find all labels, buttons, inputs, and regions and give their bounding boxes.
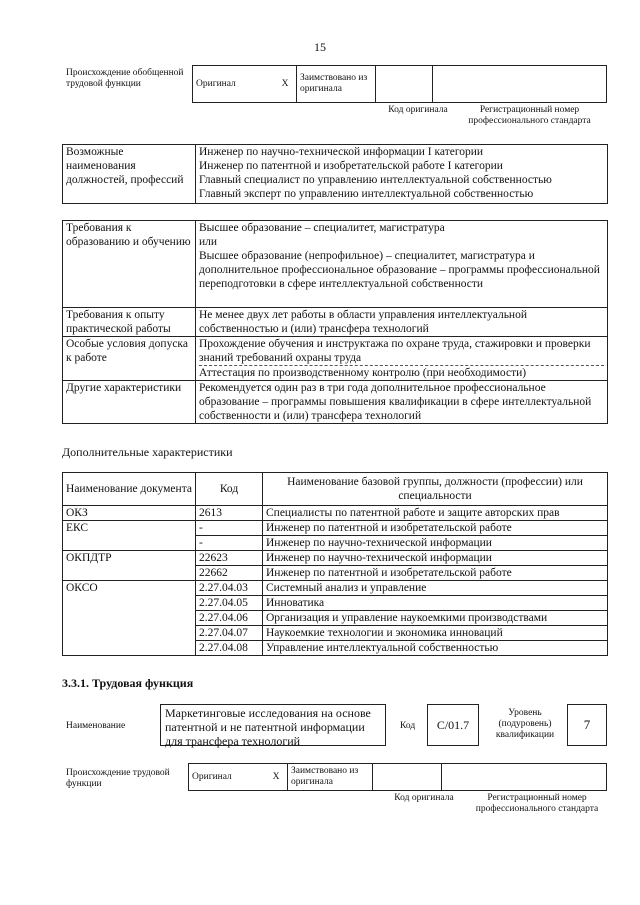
row-doc	[63, 566, 196, 581]
positions-list	[196, 145, 608, 204]
row-doc	[63, 536, 196, 551]
code-label: Код	[400, 721, 416, 731]
code-original-caption: Код оригинала	[394, 793, 454, 803]
code-original-cell	[376, 66, 433, 103]
code-original-caption: Код оригинала	[388, 105, 448, 115]
req-admission-value	[196, 337, 608, 381]
req-line: Высшее образование – специалитет, магистратура	[199, 222, 445, 234]
req-line: Аттестация по производственному контролю (при необходимости)	[199, 365, 604, 380]
position-item: Инженер по научно-технической информации I категории	[199, 146, 484, 158]
req-other-value: Рекомендуется один раз в три года дополнительное профессиональное образование – программы повышения квалификации в сфере интеллектуальной собственности и (или) трансфера технологий	[196, 381, 608, 424]
row-doc: ОКПДТР	[63, 551, 196, 566]
header-doc: Наименование документа	[63, 473, 196, 506]
row-doc: ОКЗ	[63, 506, 196, 521]
row-code: 2.27.04.06	[196, 611, 263, 626]
row-name: Управление интеллектуальной собственностью	[263, 641, 608, 656]
extra-table	[62, 472, 608, 656]
name-label: Наименование	[66, 721, 126, 731]
borrowed-cell: Заимствовано из оригинала	[297, 66, 376, 103]
requirements-table	[62, 220, 608, 424]
req-experience-value: Не менее двух лет работы в области управления интеллектуальной собственностью и (или) трансфера технологий	[196, 308, 608, 337]
row-name: Наукоемкие технологии и экономика инноваций	[263, 626, 608, 641]
borrowed-cell: Заимствовано из оригинала	[288, 764, 373, 791]
row-doc: ЕКС	[63, 521, 196, 536]
row-code: -	[196, 521, 263, 536]
original-mark: X	[274, 66, 297, 103]
reg-number-caption: Регистрационный номер профессионального стандарта	[468, 105, 591, 126]
req-other-label: Другие характеристики	[63, 381, 196, 424]
reg-number-cell	[433, 66, 607, 103]
function-code: C/01.7	[427, 704, 479, 746]
row-name: Инженер по научно-технической информации	[263, 551, 608, 566]
page-number: 15	[314, 40, 326, 54]
row-code: 2.27.04.07	[196, 626, 263, 641]
row-code: 22662	[196, 566, 263, 581]
row-code: 2.27.04.08	[196, 641, 263, 656]
row-name: Инженер по патентной и изобретательской работе	[263, 566, 608, 581]
function-origin-table	[188, 763, 607, 791]
positions-label: Возможные наименования должностей, профессий	[63, 145, 196, 204]
row-code: 22623	[196, 551, 263, 566]
row-code: 2613	[196, 506, 263, 521]
row-name: Системный анализ и управление	[263, 581, 608, 596]
row-name: Специалисты по патентной работе и защите авторских прав	[263, 506, 608, 521]
req-line: Прохождение обучения и инструктажа по охране труда, стажировки и проверки знаний требований охраны труда	[199, 338, 591, 364]
level-value: 7	[567, 704, 607, 746]
row-name: Инженер по патентной и изобретательской работе	[263, 521, 608, 536]
origin-label: Происхождение обобщенной трудовой функции	[66, 68, 184, 89]
row-code: 2.27.04.03	[196, 581, 263, 596]
section-title: 3.3.1. Трудовая функция	[62, 676, 194, 690]
row-code: 2.27.04.05	[196, 596, 263, 611]
row-name: Инженер по научно-технической информации	[263, 536, 608, 551]
req-line: или	[199, 236, 218, 248]
row-doc	[63, 596, 196, 611]
req-experience-label: Требования к опыту практической работы	[63, 308, 196, 337]
row-name: Инноватика	[263, 596, 608, 611]
reg-number-cell	[442, 764, 607, 791]
row-doc	[63, 611, 196, 626]
req-education-value	[196, 221, 608, 308]
req-admission-label: Особые условия допуска к работе	[63, 337, 196, 381]
level-label: Уровень (подуровень) квалификации	[495, 708, 555, 740]
origin-table	[192, 65, 607, 103]
req-education-label: Требования к образованию и обучению	[63, 221, 196, 308]
position-item: Главный специалист по управлению интеллектуальной собственностью	[199, 174, 552, 186]
row-doc	[63, 626, 196, 641]
req-line: Высшее образование (непрофильное) – специалитет, магистратура и дополнительное профессиональное образование – программы профессиональной переподготовки в сфере интеллектуальной собственности	[199, 250, 600, 290]
reg-number-caption: Регистрационный номер профессионального стандарта	[475, 793, 599, 814]
position-item: Инженер по патентной и изобретательской работе I категории	[199, 160, 503, 172]
original-mark: X	[265, 764, 288, 791]
function-name: Маркетинговые исследования на основе патентной и не патентной информации для трансфера технологий	[160, 704, 386, 746]
function-origin-label: Происхождение трудовой функции	[66, 768, 170, 789]
original-cell: Оригинал	[189, 764, 266, 791]
header-code: Код	[196, 473, 263, 506]
extra-heading: Дополнительные характеристики	[62, 445, 233, 459]
code-original-cell	[373, 764, 442, 791]
row-doc: ОКСО	[63, 581, 196, 596]
original-cell: Оригинал	[193, 66, 275, 103]
row-name: Организация и управление наукоемкими производствами	[263, 611, 608, 626]
row-doc	[63, 641, 196, 656]
position-item: Главный эксперт по управлению интеллектуальной собственностью	[199, 188, 534, 200]
header-name: Наименование базовой группы, должности (профессии) или специальности	[263, 473, 608, 506]
row-code: -	[196, 536, 263, 551]
positions-table	[62, 144, 608, 204]
